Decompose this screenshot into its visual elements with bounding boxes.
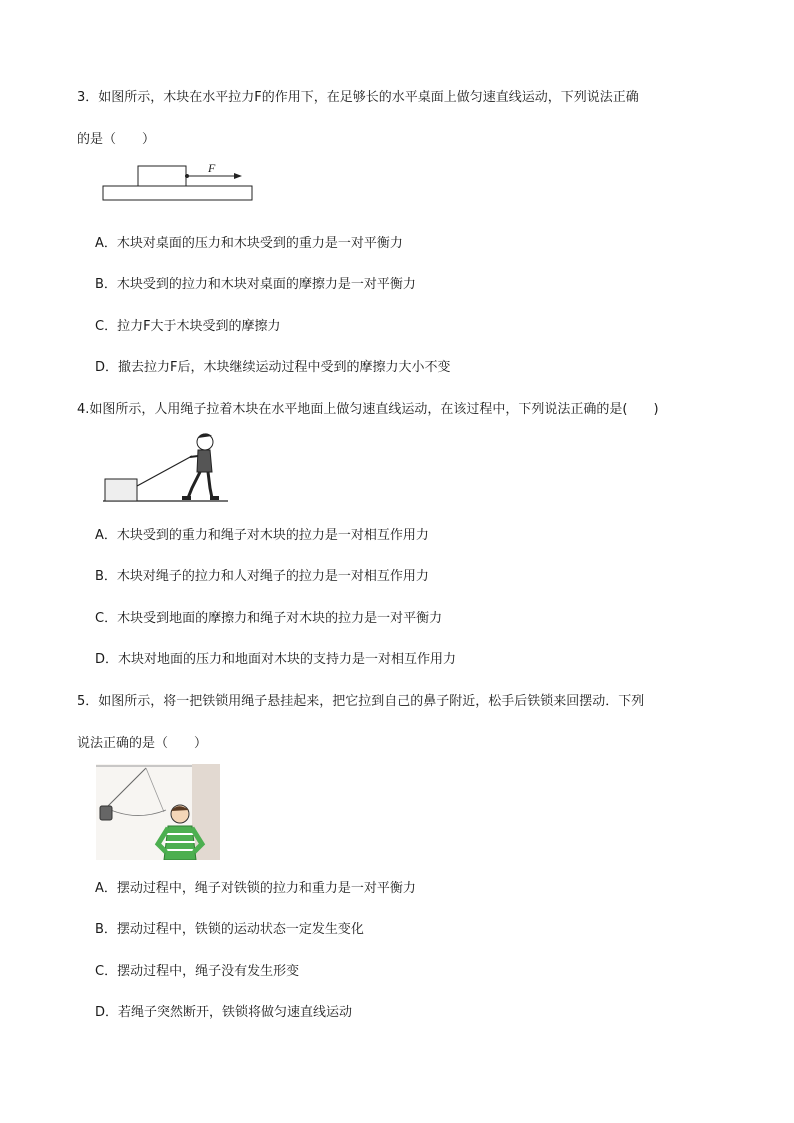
- q4-stem: 4.如图所示，人用绳子拉着木块在水平地面上做匀速直线运动，在该过程中，下列说法正确的是( ): [77, 402, 659, 417]
- q3-figure-block-on-table: [100, 158, 256, 204]
- side-wall: [192, 764, 220, 860]
- rope: [137, 456, 192, 486]
- q4-figure-person-pulling-block: [100, 430, 234, 506]
- q5-figure-pendulum-lock: [96, 764, 220, 860]
- q3-option-b: B．木块受到的拉力和木块对桌面的摩擦力是一对平衡力: [95, 277, 416, 292]
- q3-stem-line2: 的是（ ）: [77, 132, 156, 147]
- iron-lock: [100, 806, 112, 820]
- q5-option-b: B．摆动过程中，铁锁的运动状态一定发生变化: [95, 922, 364, 937]
- wooden-block: [138, 166, 186, 186]
- q3-stem-line1: 3．如图所示，木块在水平拉力F的作用下，在足够长的水平桌面上做匀速直线运动，下列说法正确: [77, 90, 639, 105]
- q5-stem-line2: 说法正确的是（ ）: [77, 736, 208, 751]
- q5-option-d: D．若绳子突然断开，铁锁将做匀速直线运动: [95, 1005, 353, 1020]
- q4-option-d: D．木块对地面的压力和地面对木块的支持力是一对相互作用力: [95, 652, 457, 667]
- q5-option-c: C．摆动过程中，绳子没有发生形变: [95, 964, 300, 979]
- q5-option-a: A．摆动过程中，绳子对铁锁的拉力和重力是一对平衡力: [95, 881, 416, 896]
- force-label: F: [208, 161, 216, 175]
- person-figure: [182, 433, 219, 500]
- q4-option-b: B．木块对绳子的拉力和人对绳子的拉力是一对相互作用力: [95, 569, 429, 584]
- q3-option-a: A．木块对桌面的压力和木块受到的重力是一对平衡力: [95, 236, 403, 251]
- q5-stem-line1: 5．如图所示，将一把铁锁用绳子悬挂起来，把它拉到自己的鼻子附近，松手后铁锁来回摆动．下列: [77, 694, 645, 709]
- q3-option-c: C．拉力F大于木块受到的摩擦力: [95, 319, 281, 334]
- q4-option-a: A．木块受到的重力和绳子对木块的拉力是一对相互作用力: [95, 528, 429, 543]
- q3-option-d: D．撤去拉力F后，木块继续运动过程中受到的摩擦力大小不变: [95, 360, 451, 375]
- wooden-block: [105, 479, 137, 501]
- q4-option-c: C．木块受到地面的摩擦力和绳子对木块的拉力是一对平衡力: [95, 611, 443, 626]
- table-surface: [103, 186, 252, 200]
- force-arrow-head: [234, 173, 242, 179]
